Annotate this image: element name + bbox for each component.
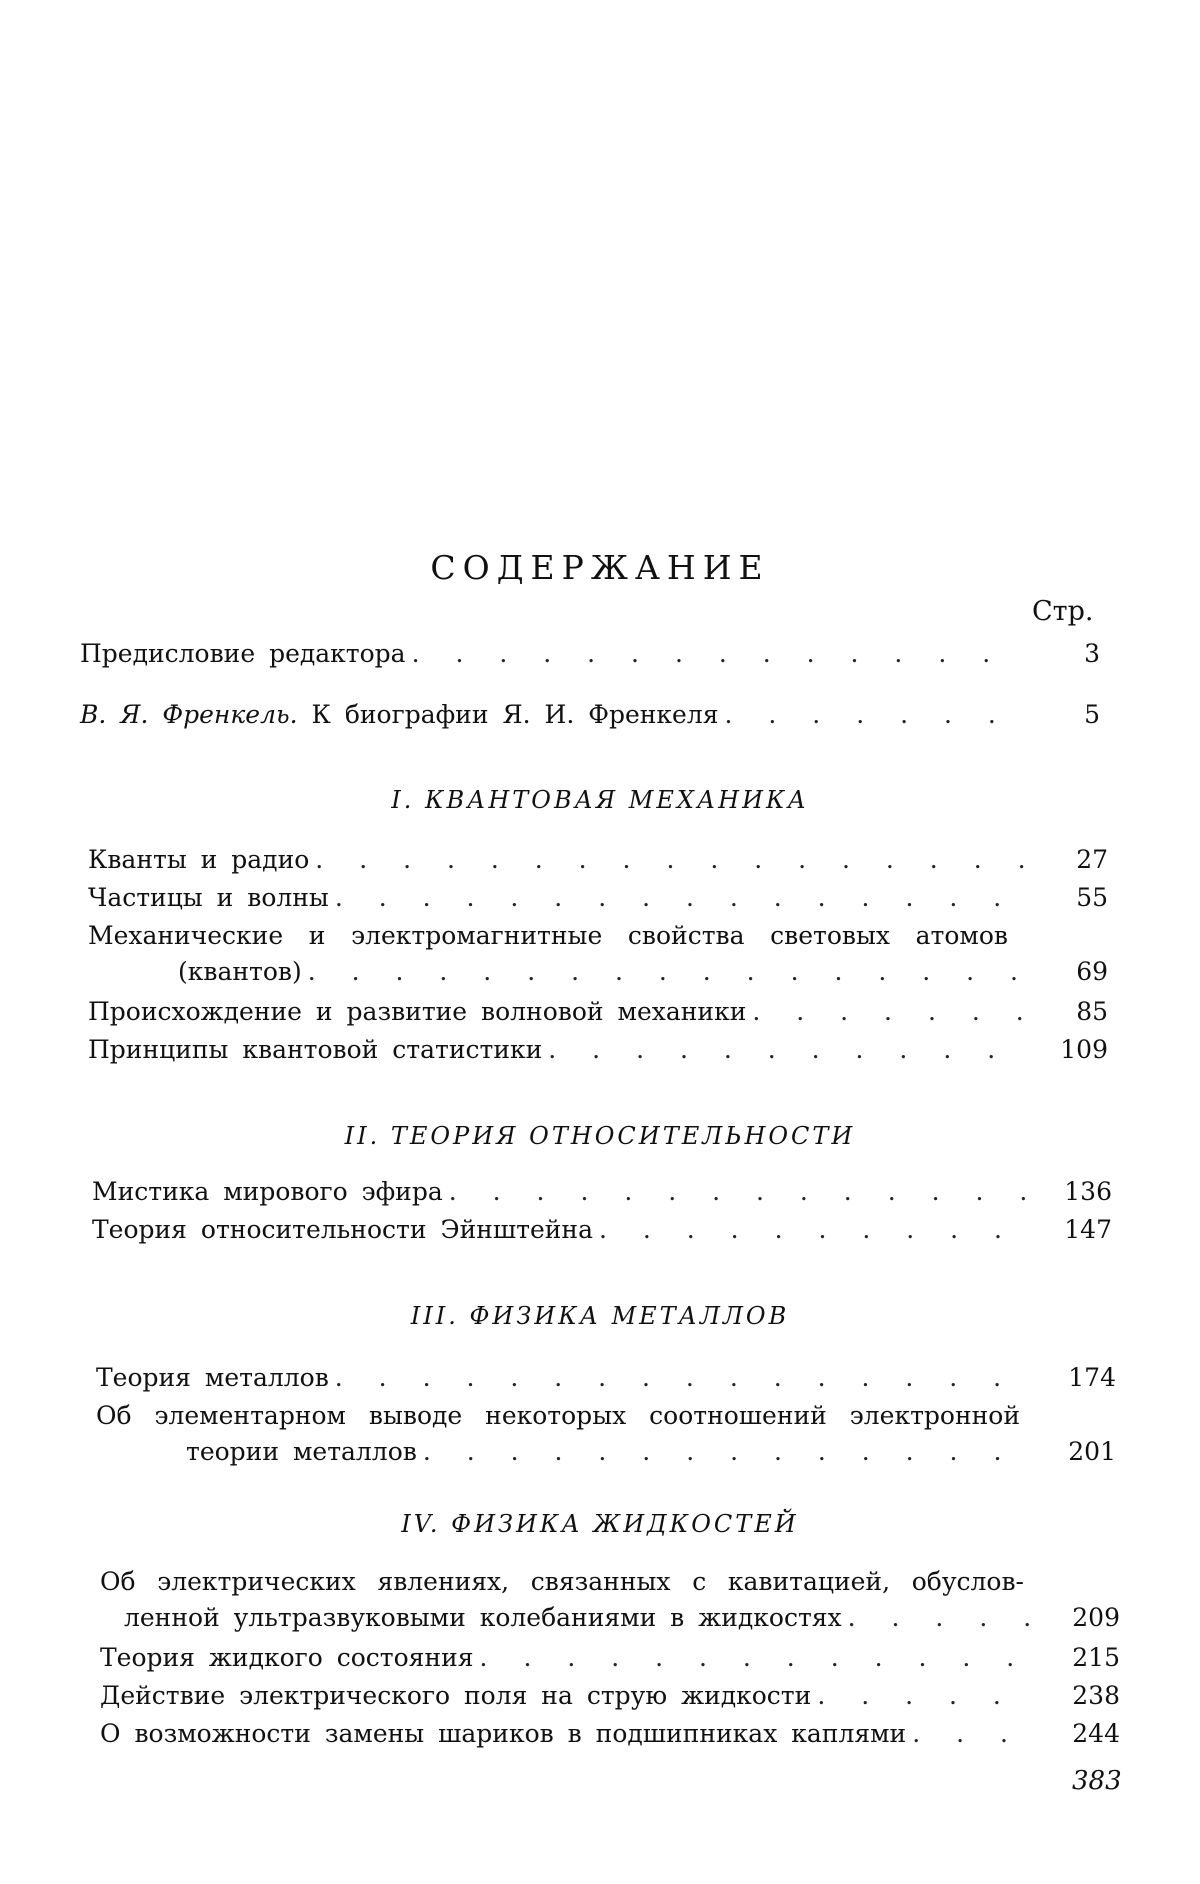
page-title: СОДЕРЖАНИЕ: [430, 548, 770, 587]
toc-entry: [80, 697, 1100, 733]
entry-page: 147: [1064, 1215, 1112, 1244]
entry-page: 209: [1072, 1603, 1120, 1632]
toc-entry: [100, 1640, 1120, 1676]
entry-page: 244: [1072, 1719, 1120, 1748]
leader-dots: [548, 1032, 1024, 1068]
entry-page: 215: [1072, 1643, 1120, 1672]
toc-entry: [92, 1212, 1112, 1248]
toc-entry: [88, 1032, 1108, 1068]
toc-entry: [100, 1716, 1120, 1752]
leader-dots: [912, 1716, 1036, 1752]
toc-entry: [100, 1678, 1120, 1714]
entry-page: 109: [1060, 1035, 1108, 1064]
toc-entry: [96, 1360, 1116, 1396]
page-number: 383: [1072, 1766, 1122, 1796]
entry-title: Частицы и волны: [88, 883, 329, 912]
entry-page: 69: [1076, 957, 1108, 986]
entry-title: Действие электрического поля на струю жидкости: [100, 1681, 812, 1710]
entry-page: 201: [1068, 1437, 1116, 1466]
leader-dots: [752, 994, 1024, 1030]
toc-entry: [92, 1174, 1112, 1210]
toc-entry: [88, 918, 1108, 990]
section-title: IV. ФИЗИКА ЖИДКОСТЕЙ: [401, 1510, 799, 1538]
leader-dots: [335, 1360, 1032, 1396]
entry-page: 238: [1072, 1681, 1120, 1710]
toc-entry: [88, 842, 1108, 878]
entry-page: 174: [1068, 1363, 1116, 1392]
entry-title: Теория металлов: [96, 1363, 329, 1392]
entry-title: Происхождение и развитие волновой механики: [88, 997, 747, 1026]
leader-dots: [423, 1434, 1032, 1470]
entry-title-line1: Механические и электромагнитные свойства световых атомов: [88, 921, 1008, 950]
entry-title-line1: Об электрических явлениях, связанных с кавитацией, обуслов-: [100, 1567, 1024, 1596]
leader-dots: [335, 880, 1024, 916]
section-title: III. ФИЗИКА МЕТАЛЛОВ: [410, 1302, 790, 1330]
entry-page: 136: [1064, 1177, 1112, 1206]
leader-dots: [725, 697, 1016, 733]
entry-title: Теория относительности Эйнштейна: [92, 1215, 593, 1244]
entry-title: Теория жидкого состояния: [100, 1643, 474, 1672]
leader-dots: [599, 1212, 1028, 1248]
section-title: II. ТЕОРИЯ ОТНОСИТЕЛЬНОСТИ: [344, 1122, 856, 1150]
leader-dots: [412, 636, 1016, 672]
leader-dots: [480, 1640, 1036, 1676]
entry-page: 5: [1084, 700, 1100, 729]
entry-title: Кванты и радио: [88, 845, 310, 874]
entry-title: (квантов): [178, 957, 302, 986]
toc-entry: [88, 994, 1108, 1030]
entry-page: 27: [1076, 845, 1108, 874]
entry-title: Предисловие редактора: [80, 639, 406, 668]
entry-title: О возможности замены шариков в подшипниках каплями: [100, 1719, 907, 1748]
leader-dots: [848, 1600, 1036, 1636]
entry-page: 55: [1076, 883, 1108, 912]
entry-title-line1: Об элементарном выводе некоторых соотношений электронной: [96, 1401, 1020, 1430]
leader-dots: [315, 842, 1024, 878]
entry-author: В. Я. Френкель.: [80, 700, 298, 729]
entry-title: теории металлов: [186, 1437, 417, 1466]
toc-entry: [96, 1398, 1116, 1470]
entry-page: 85: [1076, 997, 1108, 1026]
toc-entry: [80, 636, 1100, 672]
toc-entry: [88, 880, 1108, 916]
leader-dots: [817, 1678, 1036, 1714]
entry-title: Принципы квантовой статистики: [88, 1035, 543, 1064]
leader-dots: [449, 1174, 1028, 1210]
leader-dots: [308, 954, 1024, 990]
entry-title: ленной ультразвуковыми колебаниями в жидкостях: [124, 1603, 842, 1632]
toc-entry: [100, 1564, 1120, 1636]
entry-title: К биографии Я. И. Френкеля: [311, 700, 719, 729]
entry-title: Мистика мирового эфира: [92, 1177, 443, 1206]
entry-page: 3: [1084, 639, 1100, 668]
section-title: I. КВАНТОВАЯ МЕХАНИКА: [391, 786, 809, 814]
page-column-header: Стр.: [1032, 596, 1094, 627]
